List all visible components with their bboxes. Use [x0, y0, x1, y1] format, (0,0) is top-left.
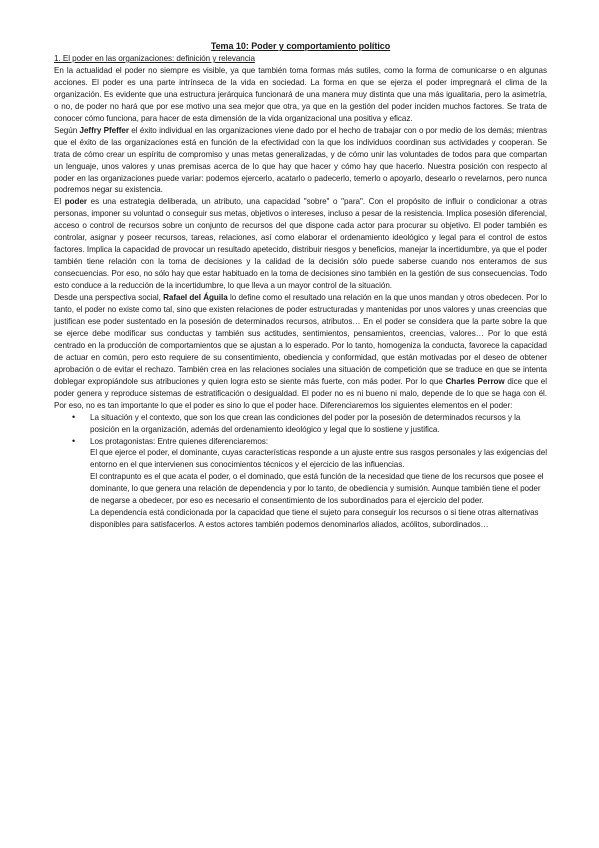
term-poder: poder	[64, 197, 87, 207]
paragraph-1	[54, 65, 547, 125]
list-item	[90, 412, 547, 436]
bullet-1-text: • La situación y el contexto, que son los que crean las condiciones del poder por la posesión de determinados recursos y la posición en la organización, además del ordenamiento ideológico y legal que lo sostiene y justifica.	[90, 412, 521, 434]
bullet-2-dominant: El que ejerce el poder, el dominante, cuyas características responde a un ajuste entre sus rasgos personales y las exigencias del entorno en el que intervienen sus conocimientos técnicos y el ejercicio de las influencias.	[90, 448, 547, 470]
paragraph-2	[54, 125, 547, 197]
paragraph-3-pre: El	[54, 197, 65, 207]
document-title: Tema 10: Poder y comportamiento político	[210, 41, 391, 51]
bullet-2-heading: • Los protagonistas: Entre quienes diferenciaremos:	[90, 436, 268, 446]
paragraph-4-pre: Desde una perspectiva social,	[54, 293, 164, 303]
paragraph-3-post: es una estrategia deliberada, un atributo, una capacidad "sobre" o "para". Con el propósito de influir o condicionar a otras personas, imponer su voluntad o conseguir sus metas, objetivos o intereses, incluso a pesar de la resistencia. Implica posesión diferencial, acceso o control de recursos sobre un conjunto de recursos del que dispone cada actor para procurar su objetivo. El poder también es controlar, asignar y poseer recursos, tareas, relaciones, así como elaborar el ordenamiento ideológico y legal para el control de estos factores. Implica la capacidad de provocar un resultado apetecido, distribuir riesgos y beneficios, manejar la incertidumbre, ya que el poder también tiene relación con la toma de decisiones y la calidad de la decisión sólo puede saberse cuando nos enteramos de sus consecuencias. Por eso, no sólo hay que estar habituado en la toma de decisiones sino también en la gestión de sus consecuencias. Todo esto conduce a la reducción de la incertidumbre, lo que lleva a un mayor control de la situación.	[54, 197, 548, 291]
author-del-aguila: Rafael del Águila	[163, 293, 228, 303]
paragraph-2-pre: Según	[54, 125, 80, 135]
bullet-2-dependence: La dependencia está condicionada por la capacidad que tiene el sujeto para conseguir los recursos o si tiene otras alternativas disponibles para satisfacerlos. A estos actores también podemos denominarlos aliados, acólitos, subordinados…	[90, 508, 539, 530]
section-heading: 1. El poder en las organizaciones: definición y relevancia	[54, 54, 255, 63]
paragraph-4-post: dice que el poder genera y reproduce sistemas de estratificación o desigualdad. El poder no es ni bueno ni malo, depende de lo que se haga con él. Por eso, no es tan importante lo que el poder es sino lo que el poder hace. Diferenciaremos los siguientes elementos en el poder:	[54, 376, 547, 410]
paragraph-4	[54, 292, 547, 412]
elements-list	[54, 412, 547, 532]
bullet-2-dominated: El contrapunto es el que acata el poder, o el dominado, que está función de la necesidad que tiene de los recursos que posee el dominante, lo que genera una relación de dependencia y por lo tanto, de obediencia y sumisión. Aunque también tiene el poder de negarse a obedecer, por eso es necesario el consentimiento de los subordinados para el ejercicio del poder.	[90, 472, 544, 506]
author-perrow: Charles Perrow	[445, 376, 505, 386]
paragraph-1-text: En la actualidad el poder no siempre es visible, ya que también toma formas más sutiles, como la forma de comunicarse o en algunas acciones. El poder es una parte intrínseca de la vida en sociedad. La forma en que se ejerza el poder impregnará el clima de la organización. Es evidente que una estructura jerárquica funcionará de una manera muy distinta que una más igualitaria, pero la asimetría, o no, de poder no hará que por ese motivo una sea mejor que otra, ya que en la gestión del poder inciden muchos factores. Se trata de conocer cómo funciona, para hacer de esta dimensión de la vida organizacional una positiva y eficaz.	[54, 65, 547, 123]
paragraph-2-post: el éxito individual en las organizaciones viene dado por el hecho de trabajar con o por medio de los demás; mientras que el éxito de las organizaciones está en función de la efectividad con la que los individuos coordinan sus actividades y cooperan. Se trata de cómo crear un espíritu de compromiso y unas metas generalizadas, y de cómo unir las voluntades de todos para que compartan un lenguaje, unos valores y unas premisas acerca de lo que hay que hacer y cómo hay que hacerlo. Nuestra posición con respecto al poder en las organizaciones puede variar: podemos ejercerlo, acatarlo o padecerlo, temerlo o apoyarlo, desearlo o revelarnos, pero nunca podremos negar su existencia.	[54, 125, 547, 195]
list-item	[90, 436, 547, 532]
paragraph-4-mid: lo define como el resultado una relación en la que unos mandan y otros obedecen. Por lo tanto, el poder no existe como tal, sino que existen relaciones de poder estructuradas y mantenidas por unos valores y unas creencias que justifican ese poder sustentado en la posesión de determinados recursos, atributos… En el poder se considera que la parte sobre la que se ejerce debe modificar sus conductas y también sus actitudes, sentimientos, pensamientos, creencias, valores… Por lo que está centrado en la producción de comportamientos que se ajustan a lo esperado. Por lo tanto, homogeniza la conducta, favorece la capacidad de actuar en común, pero esto requiere de su consentimiento, obediencia y conformidad, que están motivadas por el deseo de obtener aprobación o de evitar el rechazo. También crea en las relaciones sociales una situación de competición que se traduce en que se intenta doblegar expropiándole sus atribuciones y quien logra esto se siente más fuerte, con más poder. Por lo que	[54, 293, 548, 386]
paragraph-3	[54, 196, 547, 292]
author-pfeffer: Jeffry Pfeffer	[79, 125, 129, 135]
